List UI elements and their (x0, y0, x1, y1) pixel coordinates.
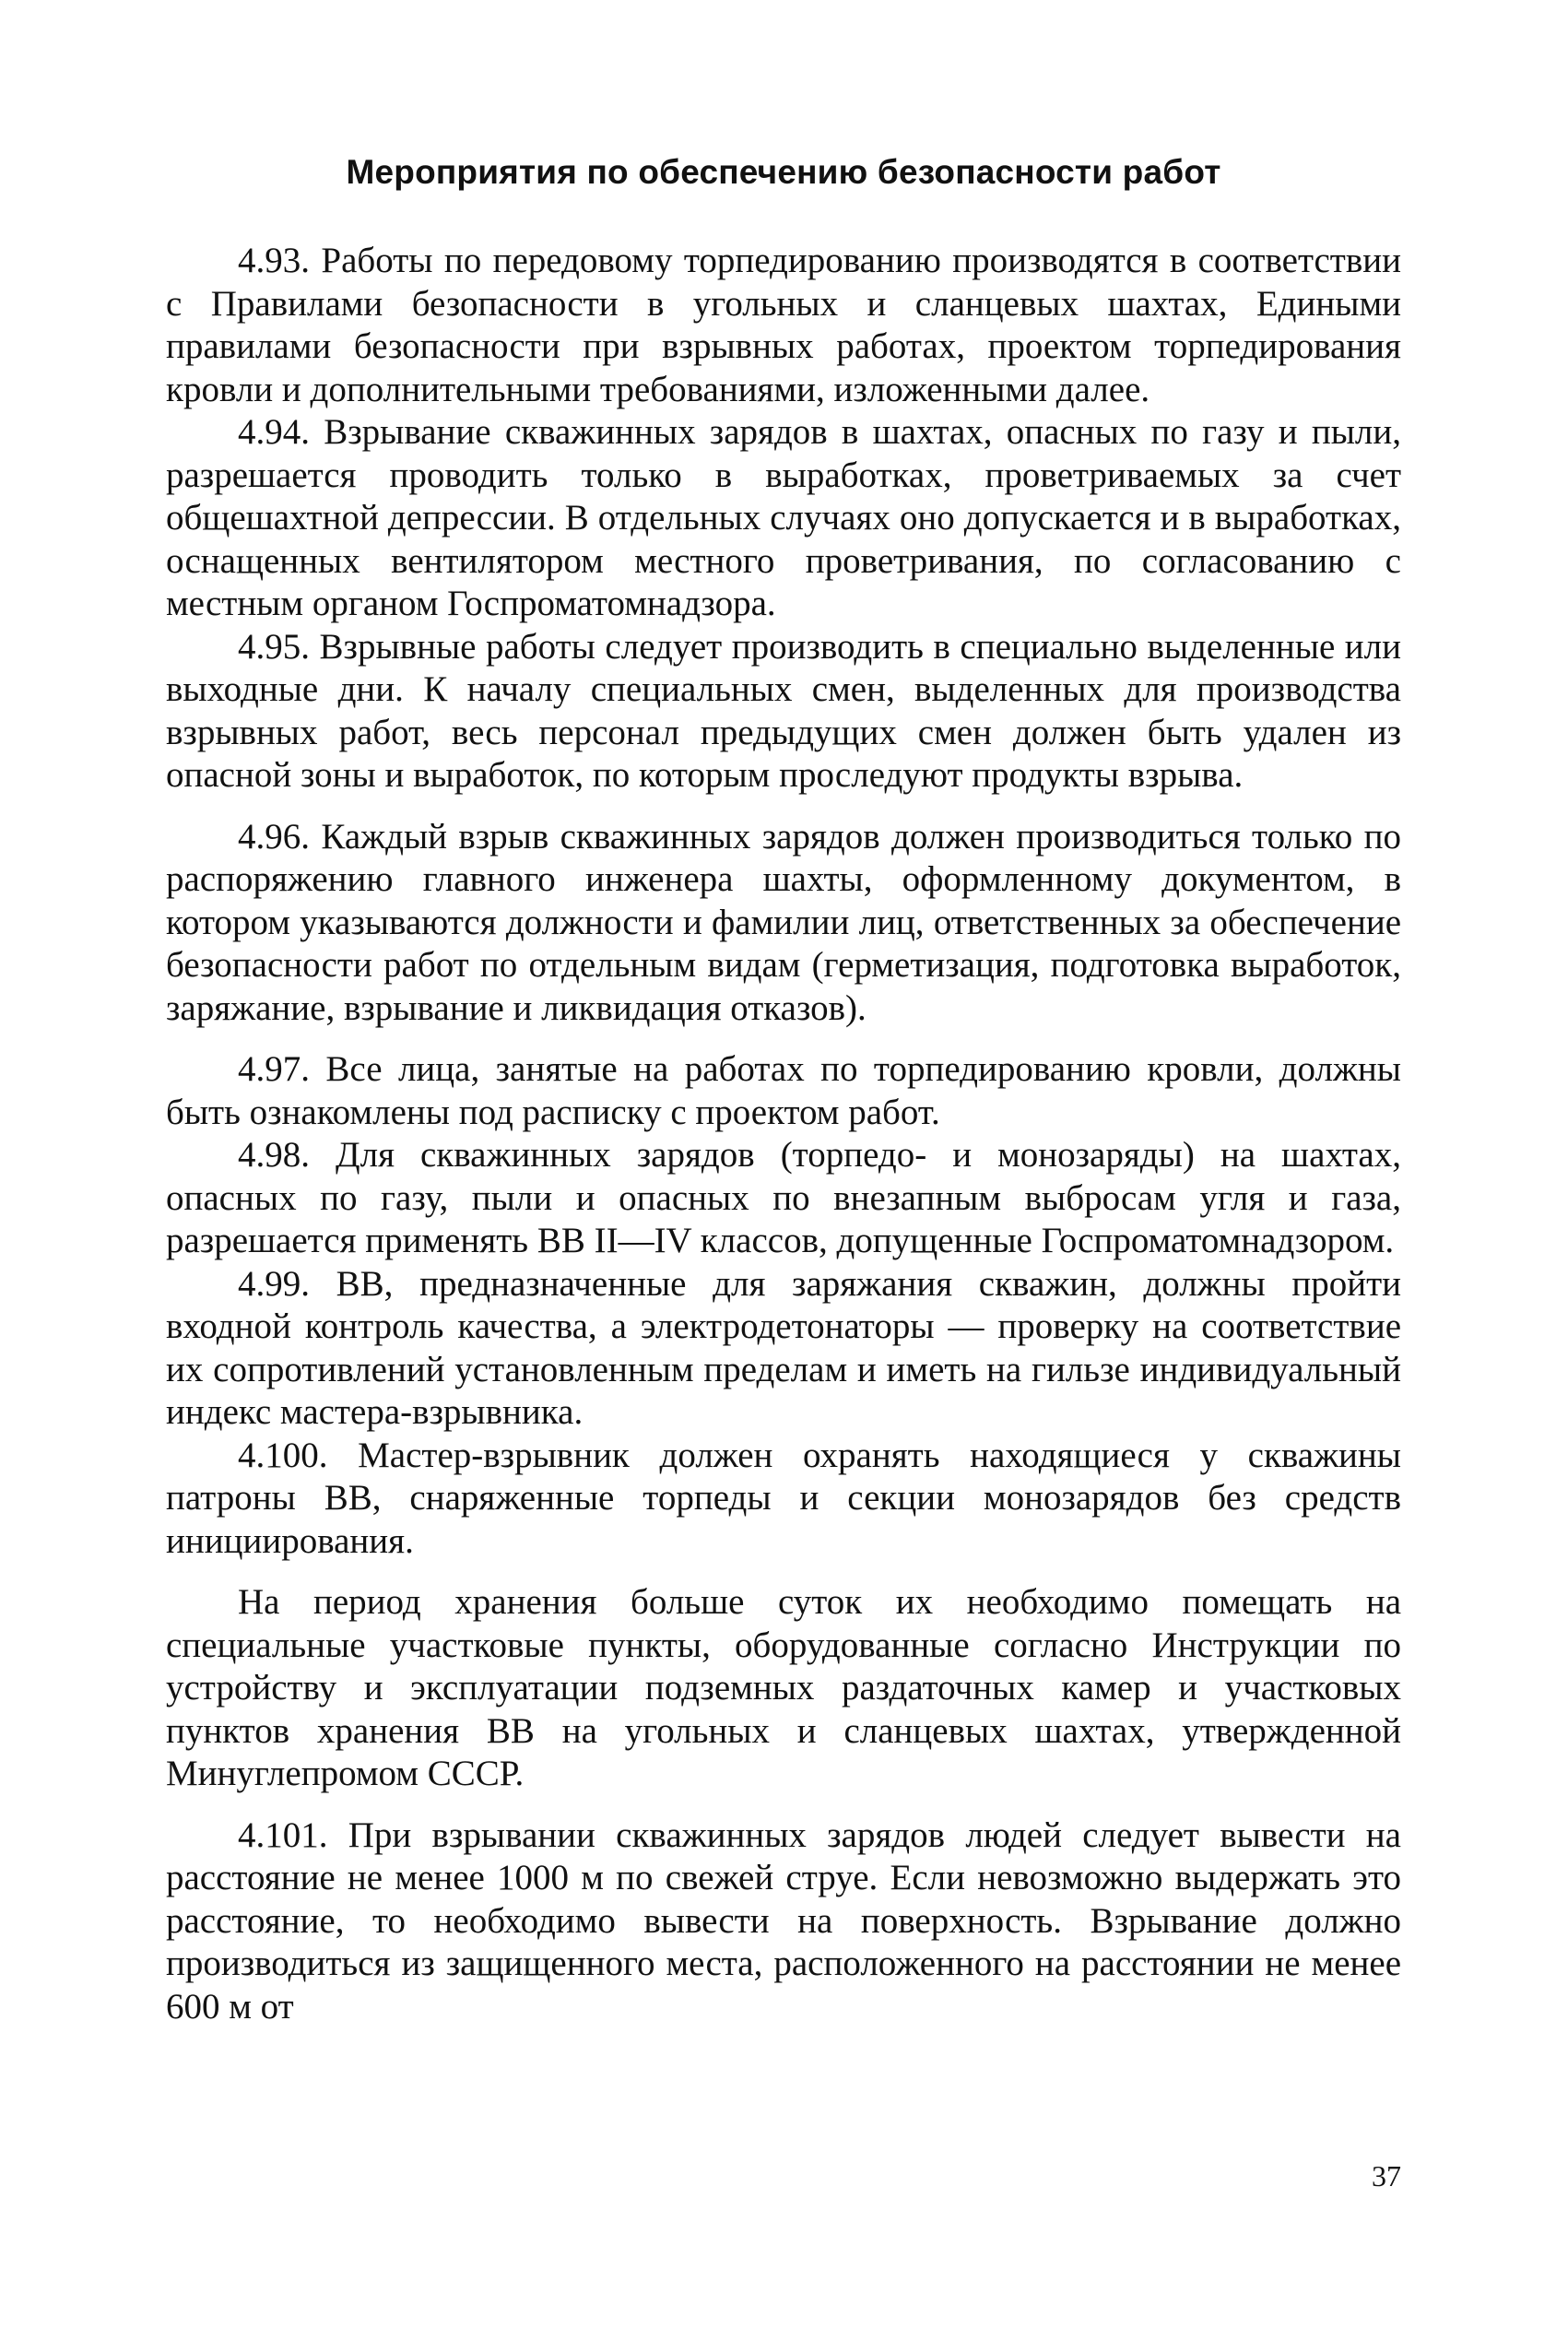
paragraph-4-94: 4.94. Взрывание скважинных зарядов в шахтах, опасных по газу и пыли, разрешается проводить только в выработках, проветриваемых за счет общешахтной депрессии. В отдельных случаях оно допускается и в выработках, оснащенных вентилятором местного проветривания, по согласованию с местным органом Госпроматомнадзора. (166, 412, 1401, 623)
paragraph-4-96: 4.96. Каждый взрыв скважинных зарядов должен производиться только по распоряжению главного инженера шахты, оформленному документом, в котором указываются должности и фамилии лиц, ответственных за обеспечение безопасности работ по отдельным видам (герметизация, подготовка выработок, заряжание, взрывание и ликвидация отказов). (166, 816, 1401, 1028)
paragraph-4-100: 4.100. Мастер-взрывник должен охранять находящиеся у скважины патроны ВВ, снаряженные торпеды и секции монозарядов без средств инициирования. (166, 1435, 1401, 1561)
paragraph-4-101: 4.101. При взрывании скважинных зарядов людей следует вывести на расстояние не менее 1000 м по свежей струе. Если невозможно выдержать это расстояние, то необходимо вывести на поверхность. Взрывание должно производиться из защищенного места, расположенного на расстоянии не менее 600 м от (166, 1814, 1401, 2027)
paragraph-4-97: 4.97. Все лица, занятые на работах по торпедированию кровли, должны быть ознакомлены под расписку с проектом работ. (166, 1049, 1401, 1132)
paragraph-4-95: 4.95. Взрывные работы следует производить в специально выделенные или выходные дни. К началу специальных смен, выделенных для производства взрывных работ, весь персонал предыдущих смен должен быть удален из опасной зоны и выработок, по которым проследуют продукты взрыва. (166, 626, 1401, 795)
paragraph-storage: На период хранения больше суток их необходимо помещать на специальные участковые пункты, оборудованные согласно Инструкции по устройству и эксплуатации подземных раздаточных камер и участковых пунктов хранения ВВ на угольных и сланцевых шахтах, утвержденной Минуглепромом СССР. (166, 1582, 1401, 1793)
section-heading: Мероприятия по обеспечению безопасности работ (346, 153, 1221, 191)
paragraph-4-98: 4.98. Для скважинных зарядов (торпедо- и монозаряды) на шахтах, опасных по газу, пыли и опасных по внезапным выбросам угля и газа, разрешается применять ВВ II—IV классов, допущенные Госпроматомнадзором. (166, 1135, 1401, 1260)
page-number: 37 (1372, 2159, 1401, 2192)
document-page (166, 138, 1401, 2028)
paragraph-4-93: 4.93. Работы по передовому торпедированию производятся в соответствии с Правилами безопасности в угольных и сланцевых шахтах, Едиными правилами безопасности при взрывных работах, проектом торпедирования кровли и дополнительными требованиями, изложенными далее. (166, 241, 1401, 409)
paragraph-4-99: 4.99. ВВ, предназначенные для заряжания скважин, должны пройти входной контроль качества, а электродетонаторы — проверку на соответствие их сопротивлений установленным пределам и иметь на гильзе индивидуальный индекс мастера-взрывника. (166, 1263, 1401, 1432)
